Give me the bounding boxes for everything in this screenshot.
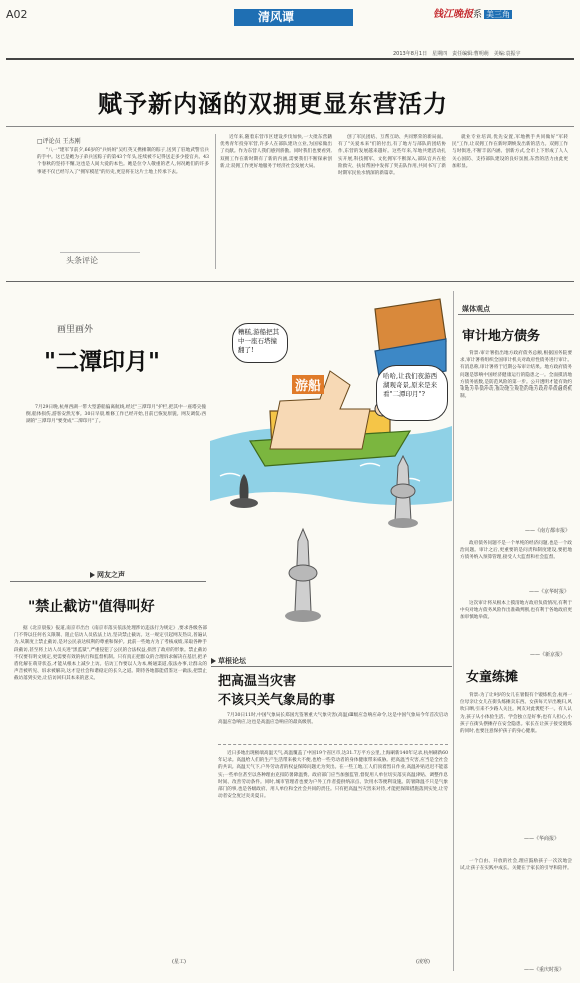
right-src-3: ——《新京报》	[530, 652, 566, 658]
bubble-left-text: 糟糕,游船把其中一座石塔撞翻了!	[238, 328, 280, 354]
right-body-2b: 一个自由、开放的社会,理应鼓励孩子一次次地尝试,让孩子在实践中成长。关键在于家长的引导和陪伴。	[460, 859, 572, 872]
left-title: "禁止截访"值得叫好	[28, 599, 155, 615]
column-tag: 头条评论	[66, 256, 98, 265]
middle-lead: 7月30日11时,中国气象局长郑国光签署重大气象灾害(高温)Ⅲ级应急响应命令,这是中国气象局今年首次启动高温应急响应,这也是高温应急响应的最高级别。	[218, 713, 448, 726]
page-code: A02	[6, 8, 28, 21]
feature-title: "二潭印月"	[44, 348, 160, 375]
right-src-4: ——《华商报》	[524, 836, 560, 842]
feature-body: 7月29日晚,杭州西湖一带大型游船偏离航线,经过"三潭印月"护栏,把其中一座塔尖撞倒,船体损伤,游客安然无事。30日早晨,维修工作已经开始,目前已恢复原貌。网友调侃:西湖的"三潭印月"要变成"二潭印月"了。	[26, 405, 206, 425]
right-section-tag: 媒体观点	[462, 305, 490, 313]
middle-title-1: 把高温当灾害	[218, 674, 297, 689]
lead-col-3: 创了军民团结、互帮互助、共同繁荣的新局面。有了"关爱本来"们的付出,有了地方与部队的团结协作,东营的发展越来越好。这些年来,军地共建活动扎实开展,科技拥军、文化拥军不断深入,部队官兵在抢险救灾、扶贫帮困中发挥了突击队作用,共同书写了新时期军民鱼水情深的新篇章。	[338, 135, 446, 177]
chevron-right-icon	[90, 572, 95, 578]
bubble-left	[232, 323, 288, 363]
lead-headline: 赋予新内涵的双拥更显东营活力	[98, 89, 448, 118]
right-src-2: ——《京华时报》	[529, 589, 570, 595]
right-title-1: 审计地方债务	[462, 329, 541, 344]
lead-col-4: 就业专业培训,优先安置,军地携手共同做好"军转民"工作,让双拥工作在新时期焕发出新的活力。双拥工作与时俱进,不断丰富内涵、创新方式,全市上下形成了人人关心国防、支持部队建设的良好氛围,东营的活力由此更加彰显。	[452, 135, 568, 169]
bubble-right	[376, 365, 448, 421]
date-line: 2013年8月1日 星期四 责任编辑:曹明萌 美编:袁振宇	[393, 51, 521, 57]
feature-kicker: 画里画外	[57, 325, 94, 335]
lead-quote: "八一"建军节前夕,66岁的"兵妈妈"吴红英又携捶制的粽子,送到了驻地武警官兵的手中。这已是她为子弟兵送粽子的第43个年头,连续被不记得送走多少拨官兵。43个春秋的坚持不懈,这也是人间大爱的本色。她是位令人敬重的老人,何况她们的许多事迹不仅已经写入了"拥军模范"的历史,更是将在这片土地上传承下去。	[37, 148, 209, 175]
right-body-1b: 政府债务问题不是一个单纯的经济问题,也是一个政治问题。审计之后,更重要的是问责和制度建设,要把地方债务纳入预算管理,接受人大监督和社会监督。	[460, 541, 572, 561]
brand-box: 美三角	[486, 10, 511, 19]
left-section-tag-label: 网友之声	[97, 571, 125, 579]
brand-name: 钱江晚报	[433, 9, 473, 20]
chevron-right-icon	[211, 658, 216, 664]
middle-section-tag	[211, 656, 246, 666]
section-title: 清风谭	[258, 10, 295, 24]
left-body: 据《北京晨报》报道,南京市出台《南京市落实依法处理涉访违法行为规定》,要求各级各部门不得以任何名义限制、阻止信访人员依法上访,坚决禁止截访。这一规定引起网友热议,普遍认为,从制度上禁止截访,是对公民表达权利的尊重和保护。此前一些地方为了考核成绩,采取各种手段截访,甚至将上访人员关进"黑监狱",严重侵犯了公民的合法权益,损害了政府的形象。禁止截访不仅要有明文规定,更需要有效的执行和监督机制。只有真正把群众的合理诉求解决在基层,把矛盾化解在萌芽状态,才能从根本上减少上访。信访工作要以人为本,畅通渠道,依法办事,让群众的声音被听见、诉求被解决,这才是社会和谐稳定的长久之道。期待各地都能借鉴这一做法,把禁止截访落到实处,让信访回归其本来的意义。	[14, 626, 207, 682]
middle-body: 近日多地出现极端高温天气,高温覆盖了中国19个省区市,达31.7万平方公里,上海刷新140年记录,杭州刷新60年记录。高温给人们的生产生活带来极大不便,也给一些劳动者的身体健康带来威胁。把高温当灾害,应当是全社会的共识。高温天气下,户外劳动者的权益保障问题尤为突出。在一些工地,工人们顶着烈日作业,高温补贴迟迟不能落实;一些单位甚至以各种理由克扣防暑降温费。政府部门应当加强监管,督促用人单位切实落实高温津贴、调整作息时间、改善劳动条件。同时,城市管理者也要为户外工作者提供纳凉点、饮用水等便利设施。防暑降温不只是气象部门的事,也是各级政府、用人单位和全社会共同的责任。只有把高温当灾害来对待,才能把保障措施落到实处,让劳动者安全度过炎炎夏日。	[218, 751, 448, 800]
right-body-1: 背景:审计署指出地方政府债务总额,根据国务院要求,审计署将组织全国审计机关对政府性债务进行审计。有消息称,审计署将于近期公布审计结果。地方政府债务问题是影响中国经济健康运行的隐患之一。全面摸清地方债务底数,是防范风险的第一步。公开透明才能有效约束地方举债冲动,推动建立规范的地方政府举债融资机制。	[460, 351, 572, 400]
bubble-right-text: 哈哈,让我们夜游西湖观奇景,原来是来看"二潭印月"?	[383, 372, 438, 398]
right-body-1c: 这次审计将从根本上摸清地方政府负债情况,有利于中央对地方债务风险作出准确判断,也有利于各地政府更加审慎地举债。	[460, 601, 572, 621]
section-rule	[6, 281, 574, 282]
boat-sign: 游船	[292, 375, 324, 394]
left-section-tag	[90, 570, 125, 580]
right-body-2: 背景:为了让9岁的女儿在暑假有个锻炼机会,杭州一位母亲让女儿在街头练摊卖东西。女孩每天早出晚归,风吹日晒,引来不少路人关注。网友对此褒贬不一。有人认为,孩子从小体验生活、学会独立是好事;也有人担心,小孩子在街头摆摊存在安全隐患。家长在让孩子接受锻炼的同时,也要注意保护孩子的身心健康。	[460, 693, 572, 735]
right-dash-1	[460, 385, 572, 386]
left-section-rule	[10, 581, 206, 582]
header-rule	[6, 58, 574, 60]
lead-byline: □评论员 王杰刚	[37, 138, 81, 145]
right-section-rule	[458, 314, 574, 315]
brand-logo	[433, 8, 512, 22]
middle-signature: (凌寒)	[416, 959, 430, 965]
right-src-5: ——《重庆时报》	[524, 967, 565, 973]
left-signature: (星工)	[172, 959, 186, 965]
right-divider	[453, 291, 454, 971]
lead-col-2: 近年来,随着东营市区建设步伐加快,一大批东营籍优秀青年投身军营,许多人在部队建功立业,为国家做出了贡献。作为东营人我们感到骄傲。同时我们也要看到,双拥工作在新时期有了新的内涵,需要我们不断探索创新,让双拥工作更好地服务于经济社会发展大局。	[220, 135, 332, 169]
right-src-1: ——《南方都市报》	[525, 528, 571, 534]
middle-title-2: 不该只关气象局的事	[218, 693, 336, 708]
middle-section-tag-label: 草根论坛	[218, 657, 246, 665]
middle-dash	[218, 744, 448, 745]
right-title-2: 女童练摊	[466, 670, 519, 685]
lead-divider	[215, 134, 216, 269]
middle-section-rule	[211, 666, 452, 667]
brand-suffix: 系	[473, 10, 483, 20]
lead-rule	[6, 126, 574, 127]
